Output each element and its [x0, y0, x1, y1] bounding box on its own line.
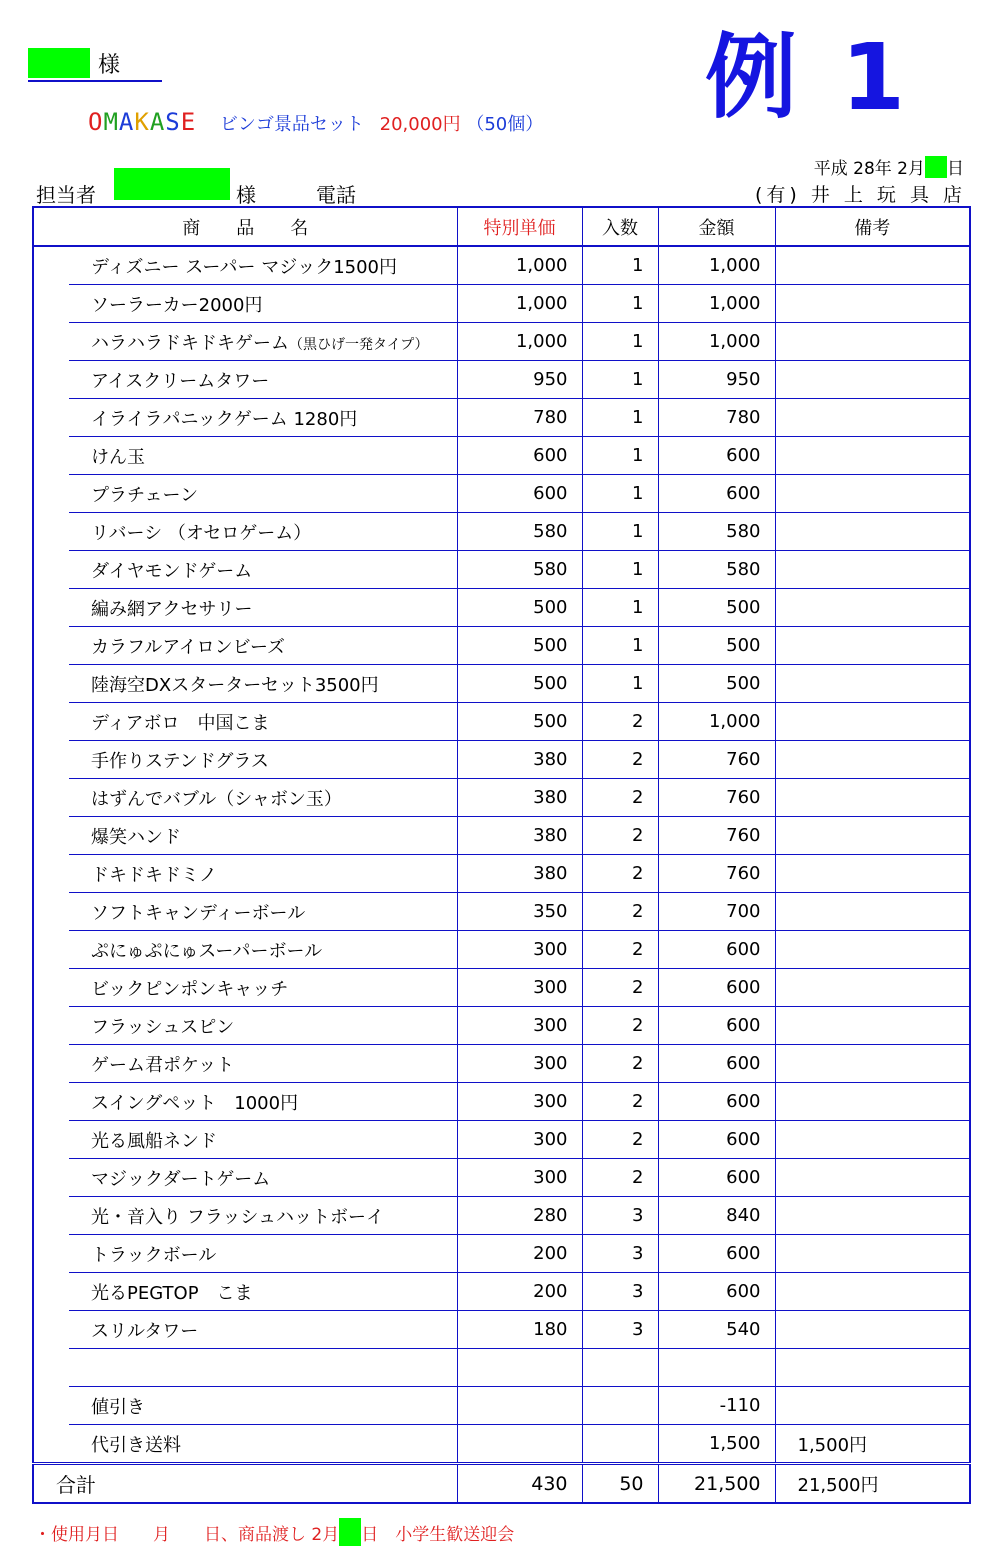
quantity: 2 [582, 855, 658, 893]
header-product-name: 商 品 名 [33, 207, 457, 246]
unit-price [457, 1387, 582, 1425]
remarks [775, 1197, 970, 1235]
amount: 500 [658, 627, 775, 665]
customer-suffix: 様 [98, 53, 121, 78]
table-row [33, 399, 970, 437]
table-row [33, 437, 970, 475]
set-title [88, 108, 543, 136]
table-row [33, 285, 970, 323]
product-name: スイングペット 1000円 [69, 1083, 457, 1121]
amount: 1,000 [658, 246, 775, 285]
product-name: リバーシ （オセロゲーム） [69, 513, 457, 551]
unit-price: 380 [457, 779, 582, 817]
row-indent-spacer [33, 1235, 69, 1273]
table-row [33, 246, 970, 285]
unit-price: 600 [457, 475, 582, 513]
usage-note-text2: 日 小学生歓送迎会 [361, 1525, 515, 1545]
amount: 600 [658, 475, 775, 513]
remarks [775, 323, 970, 361]
amount: 840 [658, 1197, 775, 1235]
quantity [582, 1349, 658, 1387]
set-price: 20,000円 [379, 114, 461, 135]
product-name: ビックピンポンキャッチ [69, 969, 457, 1007]
amount: 1,500 [658, 1425, 775, 1464]
product-name-main: ハラハラドキドキゲーム [91, 332, 289, 354]
quantity: 2 [582, 1007, 658, 1045]
date-prefix: 平成 28年 2月 [813, 159, 925, 179]
unit-price: 500 [457, 703, 582, 741]
row-indent-spacer [33, 1007, 69, 1045]
row-indent-spacer [33, 437, 69, 475]
product-name: 値引き [69, 1387, 457, 1425]
remarks [775, 931, 970, 969]
table-row [33, 1083, 970, 1121]
unit-price: 300 [457, 1045, 582, 1083]
table-row [33, 931, 970, 969]
table-row [33, 475, 970, 513]
amount: 600 [658, 1273, 775, 1311]
quantity: 1 [582, 361, 658, 399]
unit-price: 1,000 [457, 285, 582, 323]
quantity: 2 [582, 817, 658, 855]
table-row [33, 551, 970, 589]
amount: 600 [658, 1159, 775, 1197]
total-quantity: 50 [582, 1464, 658, 1504]
table-row [33, 1045, 970, 1083]
row-indent-spacer [33, 969, 69, 1007]
product-name [69, 323, 457, 361]
product-name: トラックボール [69, 1235, 457, 1273]
product-name: ぷにゅぷにゅスーパーボール [69, 931, 457, 969]
unit-price [457, 1349, 582, 1387]
remarks [775, 1273, 970, 1311]
row-indent-spacer [33, 475, 69, 513]
quantity: 1 [582, 665, 658, 703]
product-name: 編み網アクセサリー [69, 589, 457, 627]
unit-price: 180 [457, 1311, 582, 1349]
unit-price: 300 [457, 1007, 582, 1045]
table-row [33, 361, 970, 399]
amount: 1,000 [658, 703, 775, 741]
quantity: 2 [582, 1159, 658, 1197]
row-indent-spacer [33, 513, 69, 551]
quantity: 2 [582, 969, 658, 1007]
quantity: 1 [582, 246, 658, 285]
person-label: 担当者 [36, 183, 96, 207]
phone-label: 電話 [316, 183, 356, 207]
table-row [33, 1235, 970, 1273]
unit-price: 200 [457, 1235, 582, 1273]
unit-price: 350 [457, 893, 582, 931]
redacted-customer-name [28, 48, 90, 78]
quantity: 2 [582, 893, 658, 931]
row-indent-spacer [33, 665, 69, 703]
quantity: 1 [582, 551, 658, 589]
unit-price: 300 [457, 931, 582, 969]
quantity: 1 [582, 513, 658, 551]
amount: 760 [658, 817, 775, 855]
remarks [775, 589, 970, 627]
unit-price: 380 [457, 741, 582, 779]
row-indent-spacer [33, 1349, 69, 1387]
quantity: 3 [582, 1235, 658, 1273]
product-name: 光る風船ネンド [69, 1121, 457, 1159]
unit-price: 500 [457, 627, 582, 665]
quantity: 2 [582, 779, 658, 817]
row-indent-spacer [33, 246, 69, 285]
product-name: 光・音入り フラッシュハットボーイ [69, 1197, 457, 1235]
quantity: 1 [582, 475, 658, 513]
unit-price: 380 [457, 817, 582, 855]
table-row [33, 665, 970, 703]
unit-price: 300 [457, 969, 582, 1007]
table-row [33, 1159, 970, 1197]
unit-price: 380 [457, 855, 582, 893]
table-row [33, 513, 970, 551]
table-header-row [33, 207, 970, 246]
product-name: ソーラーカー2000円 [69, 285, 457, 323]
remarks [775, 513, 970, 551]
person-in-charge [36, 168, 356, 208]
total-remarks: 21,500円 [775, 1464, 970, 1504]
header-amount: 金額 [658, 207, 775, 246]
row-indent-spacer [33, 399, 69, 437]
row-indent-spacer [33, 741, 69, 779]
remarks [775, 1311, 970, 1349]
amount: 580 [658, 513, 775, 551]
remarks [775, 703, 970, 741]
quantity: 2 [582, 931, 658, 969]
redacted-delivery-day [339, 1518, 361, 1546]
remarks [775, 475, 970, 513]
amount: 600 [658, 1121, 775, 1159]
customer-name-field [28, 46, 162, 82]
unit-price: 950 [457, 361, 582, 399]
quantity: 2 [582, 1121, 658, 1159]
table-row [33, 1197, 970, 1235]
row-indent-spacer [33, 1083, 69, 1121]
remarks [775, 285, 970, 323]
row-indent-spacer [33, 931, 69, 969]
quantity: 1 [582, 627, 658, 665]
unit-price: 780 [457, 399, 582, 437]
remarks [775, 1045, 970, 1083]
remarks [775, 665, 970, 703]
header-special-price: 特別単価 [457, 207, 582, 246]
quantity: 1 [582, 323, 658, 361]
amount: 1,000 [658, 285, 775, 323]
product-name [69, 1349, 457, 1387]
row-indent-spacer [33, 855, 69, 893]
unit-price: 300 [457, 1083, 582, 1121]
table-row [33, 817, 970, 855]
remarks [775, 361, 970, 399]
quantity: 1 [582, 399, 658, 437]
product-name: カラフルアイロンビーズ [69, 627, 457, 665]
quantity: 2 [582, 1045, 658, 1083]
amount: 600 [658, 1083, 775, 1121]
example-label: 例 1 [705, 24, 912, 131]
quantity: 3 [582, 1273, 658, 1311]
product-name: ディズニー スーパー マジック1500円 [69, 246, 457, 285]
amount: 540 [658, 1311, 775, 1349]
row-indent-spacer [33, 323, 69, 361]
row-indent-spacer [33, 285, 69, 323]
table-row [33, 1007, 970, 1045]
total-unit: 430 [457, 1464, 582, 1504]
table-row [33, 1121, 970, 1159]
item-table [32, 206, 971, 1504]
product-name: プラチェーン [69, 475, 457, 513]
total-label: 合計 [33, 1464, 457, 1504]
quantity: 2 [582, 1083, 658, 1121]
remarks [775, 1007, 970, 1045]
product-name: ダイヤモンドゲーム [69, 551, 457, 589]
redacted-day [925, 156, 947, 178]
product-name: けん玉 [69, 437, 457, 475]
remarks [775, 1387, 970, 1425]
product-name: ドキドキドミノ [69, 855, 457, 893]
brand-name: OMAKASE [88, 108, 197, 136]
row-indent-spacer [33, 1311, 69, 1349]
unit-price [457, 1425, 582, 1464]
amount [658, 1349, 775, 1387]
unit-price: 300 [457, 1121, 582, 1159]
row-indent-spacer [33, 893, 69, 931]
unit-price: 580 [457, 513, 582, 551]
remarks [775, 1349, 970, 1387]
row-indent-spacer [33, 627, 69, 665]
unit-price: 1,000 [457, 323, 582, 361]
product-name: アイスクリームタワー [69, 361, 457, 399]
product-name: 光るPEGTOP こま [69, 1273, 457, 1311]
product-name: ソフトキャンディーボール [69, 893, 457, 931]
amount: 760 [658, 741, 775, 779]
unit-price: 580 [457, 551, 582, 589]
table-row [33, 741, 970, 779]
table-row [33, 703, 970, 741]
table-row [33, 1387, 970, 1425]
unit-price: 500 [457, 665, 582, 703]
unit-price: 1,000 [457, 246, 582, 285]
table-row [33, 1425, 970, 1464]
quantity: 3 [582, 1197, 658, 1235]
table-row [33, 893, 970, 931]
row-indent-spacer [33, 1197, 69, 1235]
table-row [33, 1311, 970, 1349]
remarks [775, 1159, 970, 1197]
amount: 1,000 [658, 323, 775, 361]
remarks [775, 893, 970, 931]
quantity: 1 [582, 285, 658, 323]
header-quantity: 入数 [582, 207, 658, 246]
product-name: マジックダートゲーム [69, 1159, 457, 1197]
person-suffix: 様 [236, 183, 256, 207]
unit-price: 300 [457, 1159, 582, 1197]
amount: 600 [658, 1235, 775, 1273]
remarks [775, 1121, 970, 1159]
table-row [33, 323, 970, 361]
product-name: はずんでバブル（シャボン玉） [69, 779, 457, 817]
remarks [775, 246, 970, 285]
remarks [775, 399, 970, 437]
remarks [775, 1235, 970, 1273]
remarks: 1,500円 [775, 1425, 970, 1464]
total-amount: 21,500 [658, 1464, 775, 1504]
unit-price: 500 [457, 589, 582, 627]
product-name: イライラパニックゲーム 1280円 [69, 399, 457, 437]
unit-price: 280 [457, 1197, 582, 1235]
quantity: 2 [582, 703, 658, 741]
product-name: 陸海空DXスターターセット3500円 [69, 665, 457, 703]
product-name: ディアボロ 中国こま [69, 703, 457, 741]
row-indent-spacer [33, 1045, 69, 1083]
row-indent-spacer [33, 589, 69, 627]
remarks [775, 1083, 970, 1121]
table-row [33, 779, 970, 817]
quantity [582, 1425, 658, 1464]
quantity: 1 [582, 437, 658, 475]
amount: 700 [658, 893, 775, 931]
row-indent-spacer [33, 551, 69, 589]
remarks [775, 969, 970, 1007]
product-name: スリルタワー [69, 1311, 457, 1349]
amount: 600 [658, 969, 775, 1007]
amount: 780 [658, 399, 775, 437]
remarks [775, 817, 970, 855]
remarks [775, 551, 970, 589]
set-count: （50個） [466, 114, 544, 135]
row-indent-spacer [33, 817, 69, 855]
table-row [33, 627, 970, 665]
product-name: ゲーム君ポケット [69, 1045, 457, 1083]
amount: 950 [658, 361, 775, 399]
amount: 500 [658, 665, 775, 703]
header-remarks: 備考 [775, 207, 970, 246]
amount: 600 [658, 1045, 775, 1083]
product-name: 代引き送料 [69, 1425, 457, 1464]
quantity: 2 [582, 741, 658, 779]
row-indent-spacer [33, 779, 69, 817]
shop-name: (有) 井 上 玩 具 店 [754, 184, 966, 206]
amount: 600 [658, 931, 775, 969]
remarks [775, 437, 970, 475]
row-indent-spacer [33, 1159, 69, 1197]
remarks [775, 627, 970, 665]
row-indent-spacer [33, 361, 69, 399]
table-row [33, 1273, 970, 1311]
table-row [33, 969, 970, 1007]
usage-note [34, 1518, 514, 1546]
amount: 600 [658, 1007, 775, 1045]
row-indent-spacer [33, 703, 69, 741]
product-name: 爆笑ハンド [69, 817, 457, 855]
remarks [775, 741, 970, 779]
quantity: 3 [582, 1311, 658, 1349]
usage-note-text1: ・使用月日 月 日、商品渡し 2月 [34, 1525, 340, 1545]
amount: 500 [658, 589, 775, 627]
product-name: 手作りステンドグラス [69, 741, 457, 779]
amount: 600 [658, 437, 775, 475]
amount: 760 [658, 855, 775, 893]
amount: 580 [658, 551, 775, 589]
issue-date [814, 154, 964, 179]
row-indent-spacer [33, 1425, 69, 1464]
product-name: フラッシュスピン [69, 1007, 457, 1045]
date-suffix: 日 [947, 159, 964, 179]
amount: 760 [658, 779, 775, 817]
table-row [33, 589, 970, 627]
row-indent-spacer [33, 1387, 69, 1425]
table-row [33, 855, 970, 893]
remarks [775, 779, 970, 817]
product-name-note: （黒ひげ一発タイプ） [289, 336, 429, 353]
quantity: 1 [582, 589, 658, 627]
row-indent-spacer [33, 1121, 69, 1159]
table-row [33, 1349, 970, 1387]
amount: -110 [658, 1387, 775, 1425]
quantity [582, 1387, 658, 1425]
redacted-person-name [114, 168, 230, 200]
total-row [33, 1464, 970, 1504]
remarks [775, 855, 970, 893]
set-name: ビンゴ景品セット [219, 114, 364, 135]
unit-price: 200 [457, 1273, 582, 1311]
unit-price: 600 [457, 437, 582, 475]
row-indent-spacer [33, 1273, 69, 1311]
